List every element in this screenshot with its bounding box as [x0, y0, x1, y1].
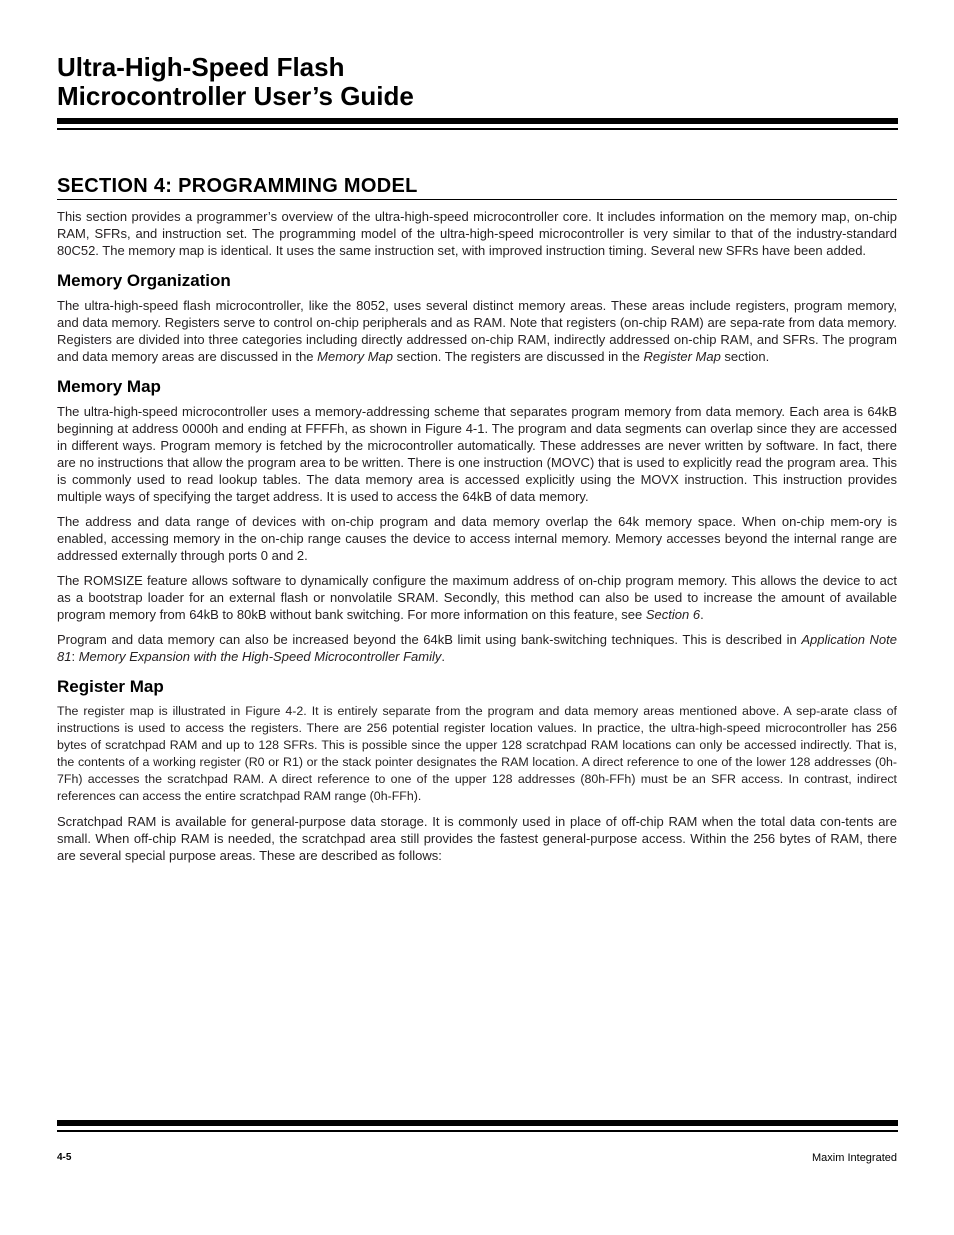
page-body — [57, 208, 897, 872]
document-title — [57, 53, 897, 111]
footer-thin-rule — [57, 1130, 898, 1132]
section-heading: SECTION 4: PROGRAMMING MODEL — [57, 175, 418, 197]
register-map-paragraph-1: The register map is illustrated in Figure 4-2. It is entirely separate from the program and data memory areas mentioned above. A sep-arate class of instructions is used to access the registers. There are 256 potential register location values. In practice, the ultra-high-speed microcontroller has 256 bytes of scratchpad RAM and up to 128 SFRs. This is possible since the upper 128 scratchpad RAM locations can only be accessed indirectly. That is, the contents of a working register (R0 or R1) or the stack pointer designates the RAM location. A direct reference to one of the lower 128 addresses (0h-7Fh) accesses the scratchpad RAM. A direct reference to one of the upper 128 addresses (80h-FFh) must be an SFR access. In contrast, indirect references can access the entire scratchpad RAM range (0h-FFh). — [57, 704, 897, 803]
memory-organization-paragraph: The ultra-high-speed flash microcontroller, like the 8052, uses several distinct memory areas. These areas include registers, program memory, and data memory. Registers serve to control on-chip peripherals and as RAM. Note that registers (on-chip RAM) are sepa-rate from data memory. Registers are divided into three categories including directly addressed on-chip RAM, indirectly addressed on-chip RAM, and SFRs. The program and data memory areas are discussed in the Memory Map section. The registers are discussed in the Register Map section. — [57, 298, 897, 364]
memory-map-paragraph-2: The address and data range of devices with on-chip program and data memory overlap the 64k memory space. When on-chip mem-ory is enabled, accessing memory in the on-chip range causes the device to access internal memory. Memory accesses beyond the internal range are addressed externally through ports 0 and 2. — [57, 514, 897, 563]
memory-organization-heading: Memory Organization — [57, 271, 231, 290]
register-map-reference: Register Map — [643, 349, 721, 364]
footer-thick-rule — [57, 1120, 898, 1126]
company-name: Maxim Integrated — [812, 1152, 897, 1164]
memory-map-reference: Memory Map — [317, 349, 393, 364]
register-map-paragraph-2: Scratchpad RAM is available for general-purpose data storage. It is commonly used in place of off-chip RAM when the total data con-tents are small. When off-chip RAM is needed, the scratchpad area still provides the fastest general-purpose access. Within the 256 bytes of RAM, there are several special purpose areas. These are described as follows: — [57, 814, 897, 863]
section-6-reference: Section 6 — [645, 607, 701, 622]
document-title-line-2: Microcontroller User’s Guide — [57, 81, 414, 111]
memory-map-paragraph-4: Program and data memory can also be increased beyond the 64kB limit using bank-switching techniques. This is described in Application Note 81: Memory Expansion with the High-Speed Microcontroller Family. — [57, 632, 898, 664]
memory-map-paragraph-1: The ultra-high-speed microcontroller uses a memory-addressing scheme that separates program memory from data memory. Each area is 64kB beginning at address 0000h and ending at FFFFh, as shown in Figure 4-1. The program and data segments can overlap since they are accessed in different ways. Program memory is fetched by the microcontroller automatically. These addresses are never written by software. In fact, there are no instructions that allow the program area to be written. There is one instruction (MOVC) that is used to explicitly read the program area. This is commonly used to read lookup tables. The data memory area is accessed explicitly using the MOVX instruction. This instruction provides multiple ways of specifying the target address. It is used to access the 64kB of data memory. — [57, 404, 897, 504]
document-title-line-1: Ultra-High-Speed Flash — [57, 52, 345, 82]
header-thin-rule — [57, 128, 898, 130]
memory-map-heading: Memory Map — [57, 377, 161, 396]
register-map-heading: Register Map — [57, 677, 164, 696]
memory-map-paragraph-3: The ROMSIZE feature allows software to dynamically configure the maximum address of on-chip program memory. This allows the device to act as a bootstrap loader for an external flash or nonvolatile SRAM. Secondly, this method can also be used to increase the amount of available program memory from 64kB to 80kB without bank switching. For more information on this feature, see Section 6. — [57, 573, 897, 622]
header-thick-rule — [57, 118, 898, 124]
application-note-title: Memory Expansion with the High-Speed Microcontroller Family — [78, 649, 442, 664]
section-heading-rule — [57, 199, 897, 200]
page-number: 4-5 — [57, 1152, 72, 1163]
application-note-reference: Application Note 81 — [57, 632, 898, 664]
section-intro-paragraph: This section provides a programmer’s overview of the ultra-high-speed microcontroller core. It includes information on the memory map, on-chip RAM, SFRs, and instruction set. The programming model of the ultra-high-speed microcontroller is very similar to that of the industry-standard 80C52. The memory map is identical. It uses the same instruction set, with improved instruction timing. Several new SFRs have been added. — [57, 209, 897, 258]
